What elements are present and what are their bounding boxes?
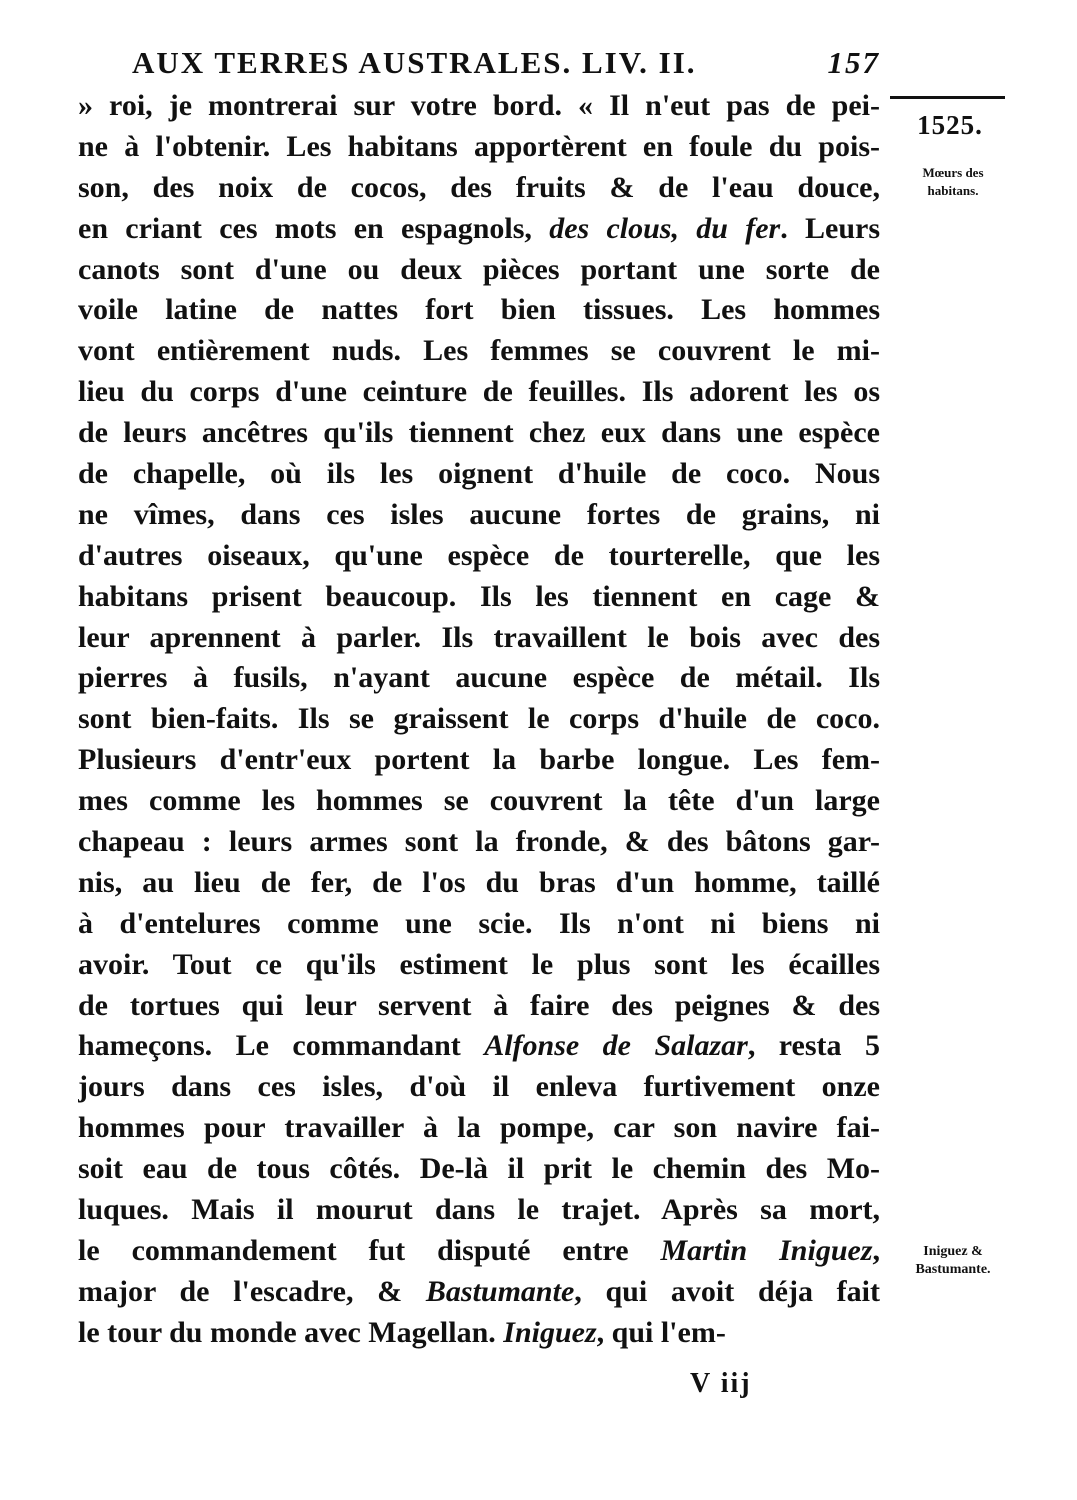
italic-phrase: Iniguez [503,1315,597,1349]
text-segment: jours dans ces isles, d'où il enleva furtivement onze [78,1070,880,1104]
text-line [78,577,880,618]
text-segment: le commandement fut disputé entre [78,1233,661,1267]
text-line [78,168,880,209]
margin-note-line: Iniguez & [923,1244,983,1259]
margin-note-line: habitans. [927,183,979,198]
text-line [78,740,880,781]
text-line [78,495,880,536]
text-segment: vont entièrement nuds. Les femmes se couvrent le mi- [78,334,880,368]
text-segment: hommes pour travailler à la pompe, car son navire fai- [78,1111,880,1145]
text-segment: en criant ces mots en espagnols, [78,211,550,245]
text-segment: le tour du monde avec Magellan. [78,1315,504,1349]
text-line [78,945,880,986]
text-segment: lieu du corps d'une ceinture de feuilles. Ils adorent les os [78,375,880,409]
margin-rule [890,96,1005,99]
text-segment: ne vîmes, dans ces isles aucune fortes de grains, ni [78,497,880,531]
text-segment: à d'entelures comme une scie. Ils n'ont ni biens ni [78,906,880,940]
text-line [78,658,880,699]
page-number: 157 [827,45,880,80]
text-segment: sont bien-faits. Ils se graissent le corps d'huile de coco. [78,702,880,736]
text-line [78,127,880,168]
text-line [78,290,880,331]
text-segment: major de l'escadre, & [78,1274,426,1308]
text-line [78,822,880,863]
text-segment: son, des noix de cocos, des fruits & de l'eau douce, [78,170,880,204]
text-segment: soit eau de tous côtés. De-là il prit le chemin des Mo- [78,1152,880,1186]
text-line [78,86,880,127]
text-segment: habitans prisent beaucoup. Ils les tiennent en cage & [78,579,880,613]
text-segment: Plusieurs d'entr'eux portent la barbe longue. Les fem- [78,743,880,777]
margin-year: 1525. [917,110,983,140]
text-segment: , qui l'em- [596,1315,726,1349]
text-segment: ne à l'obtenir. Les habitans apportèrent en foule du pois- [78,129,880,163]
text-segment: . Leurs [780,211,880,245]
margin-note-commanders [888,1243,1018,1279]
text-segment: mes comme les hommes se couvrent la tête d'un large [78,784,880,818]
text-line [78,699,880,740]
text-line [78,413,880,454]
text-line [78,863,880,904]
text-line [78,1067,880,1108]
text-line [78,781,880,822]
margin-note-line: Bastumante. [915,1262,991,1277]
italic-phrase: Bastumante [425,1274,575,1308]
text-segment: , [872,1233,880,1267]
text-segment: voile latine de nattes fort bien tissues. Les hommes [78,293,880,327]
text-segment: chapeau : leurs armes sont la fronde, & des bâtons gar- [78,825,880,859]
text-line [78,1190,880,1231]
page-header [132,42,880,84]
text-line [78,986,880,1027]
text-line [78,1231,880,1272]
text-segment: avoir. Tout ce qu'ils estiment le plus sont les écailles [78,947,880,981]
running-title: AUX TERRES AUSTRALES. LIV. II. [132,45,697,80]
text-line [78,536,880,577]
text-line [78,250,880,291]
text-line [78,1149,880,1190]
text-segment: , resta 5 [747,1029,880,1063]
body-text [78,86,880,1354]
text-line [78,209,880,250]
text-segment: d'autres oiseaux, qu'une espèce de tourterelle, que les [78,538,880,572]
margin-note-customs [893,164,1013,200]
text-segment: de tortues qui leur servent à faire des peignes & des [78,988,880,1022]
italic-phrase: des clous, du fer [549,211,781,245]
text-segment: leur aprennent à parler. Ils travaillent le bois avec des [78,620,880,654]
text-line [78,1108,880,1149]
text-line [78,618,880,659]
text-segment: hameçons. Le commandant [78,1029,485,1063]
italic-phrase: Martin Iniguez [660,1233,873,1267]
margin-note-line: Mœurs des [922,165,984,180]
text-line [78,904,880,945]
text-segment: » roi, je montrerai sur votre bord. « Il n'eut pas de pei- [78,89,880,122]
text-segment: de chapelle, où ils les oignent d'huile de coco. Nous [78,457,880,491]
text-segment: canots sont d'une ou deux pièces portant une sorte de [78,252,880,286]
text-line [78,372,880,413]
text-segment: de leurs ancêtres qu'ils tiennent chez eux dans une espèce [78,416,880,450]
text-line [78,1313,880,1354]
text-segment: , qui avoit déja fait [574,1274,880,1308]
text-line [78,1272,880,1313]
signature-mark: V iij [690,1368,752,1399]
text-line [78,331,880,372]
text-line [78,454,880,495]
italic-phrase: Alfonse de Salazar [484,1029,748,1063]
text-segment: pierres à fusils, n'ayant aucune espèce de métail. Ils [78,661,880,695]
text-line [78,1026,880,1067]
text-segment: nis, au lieu de fer, de l'os du bras d'un homme, taillé [78,865,880,899]
text-segment: luques. Mais il mourut dans le trajet. Après sa mort, [78,1193,880,1227]
